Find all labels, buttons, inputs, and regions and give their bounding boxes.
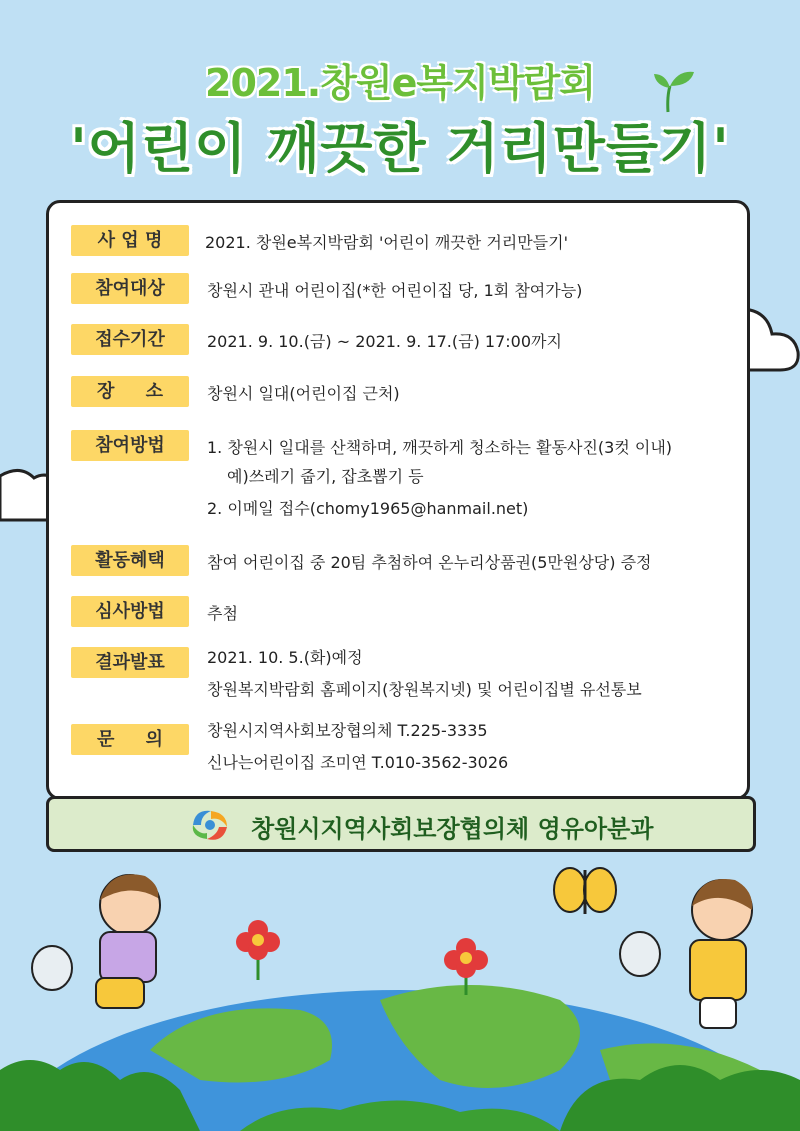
event-subtitle: 2021.창원e복지박람회 bbox=[205, 61, 595, 105]
value-benefit: 참여 어린이집 중 20팀 추첨하여 온누리상품권(5만원상당) 증정 bbox=[207, 553, 652, 572]
info-card bbox=[46, 200, 750, 800]
organization-name: 창원시지역사회보장협의체 영유아분과 bbox=[251, 815, 654, 843]
label-target: 참여대상 bbox=[71, 273, 189, 304]
organization-logo-icon bbox=[187, 805, 233, 845]
label-contact: 문 의 bbox=[71, 724, 189, 755]
value-place: 창원시 일대(어린이집 근처) bbox=[207, 384, 400, 403]
label-benefit: 활동혜택 bbox=[71, 545, 189, 576]
label-place: 장 소 bbox=[71, 376, 189, 407]
value-contact-line1: 창원시지역사회보장협의체 T.225-3335 bbox=[207, 721, 488, 740]
butterfly-icon bbox=[554, 868, 616, 914]
value-method-line3: 2. 이메일 접수(chomy1965@hanmail.net) bbox=[207, 499, 529, 518]
kid-left-icon bbox=[32, 874, 160, 1008]
kid-right-icon bbox=[620, 879, 752, 1028]
value-business-name: 2021. 창원e복지박람회 '어린이 깨끗한 거리만들기' bbox=[205, 233, 568, 252]
value-period: 2021. 9. 10.(금) ~ 2021. 9. 17.(금) 17:00까지 bbox=[207, 332, 562, 351]
label-method: 참여방법 bbox=[71, 430, 189, 461]
value-target: 창원시 관내 어린이집(*한 어린이집 당, 1회 참여가능) bbox=[207, 281, 583, 300]
value-method-line2: 예)쓰레기 줍기, 잡초뽑기 등 bbox=[227, 467, 424, 486]
value-method-line1: 1. 창원시 일대를 산책하며, 깨끗하게 청소하는 활동사진(3컷 이내) bbox=[207, 438, 673, 457]
value-result-line1: 2021. 10. 5.(화)예정 bbox=[207, 648, 363, 667]
label-business-name: 사 업 명 bbox=[71, 225, 189, 256]
flower-left-icon bbox=[236, 920, 280, 980]
value-review: 추첨 bbox=[207, 604, 238, 623]
organization-bar bbox=[46, 796, 756, 852]
sprout-icon bbox=[652, 66, 702, 116]
earth-kids-illustration bbox=[0, 850, 800, 1131]
label-review: 심사방법 bbox=[71, 596, 189, 627]
value-contact-line2: 신나는어린이집 조미연 T.010-3562-3026 bbox=[207, 753, 509, 772]
page-title: '어린이 깨끗한 거리만들기' bbox=[70, 117, 730, 180]
label-result: 결과발표 bbox=[71, 647, 189, 678]
value-result-line2: 창원복지박람회 홈페이지(창원복지넷) 및 어린이집별 유선통보 bbox=[207, 680, 642, 699]
label-period: 접수기간 bbox=[71, 324, 189, 355]
